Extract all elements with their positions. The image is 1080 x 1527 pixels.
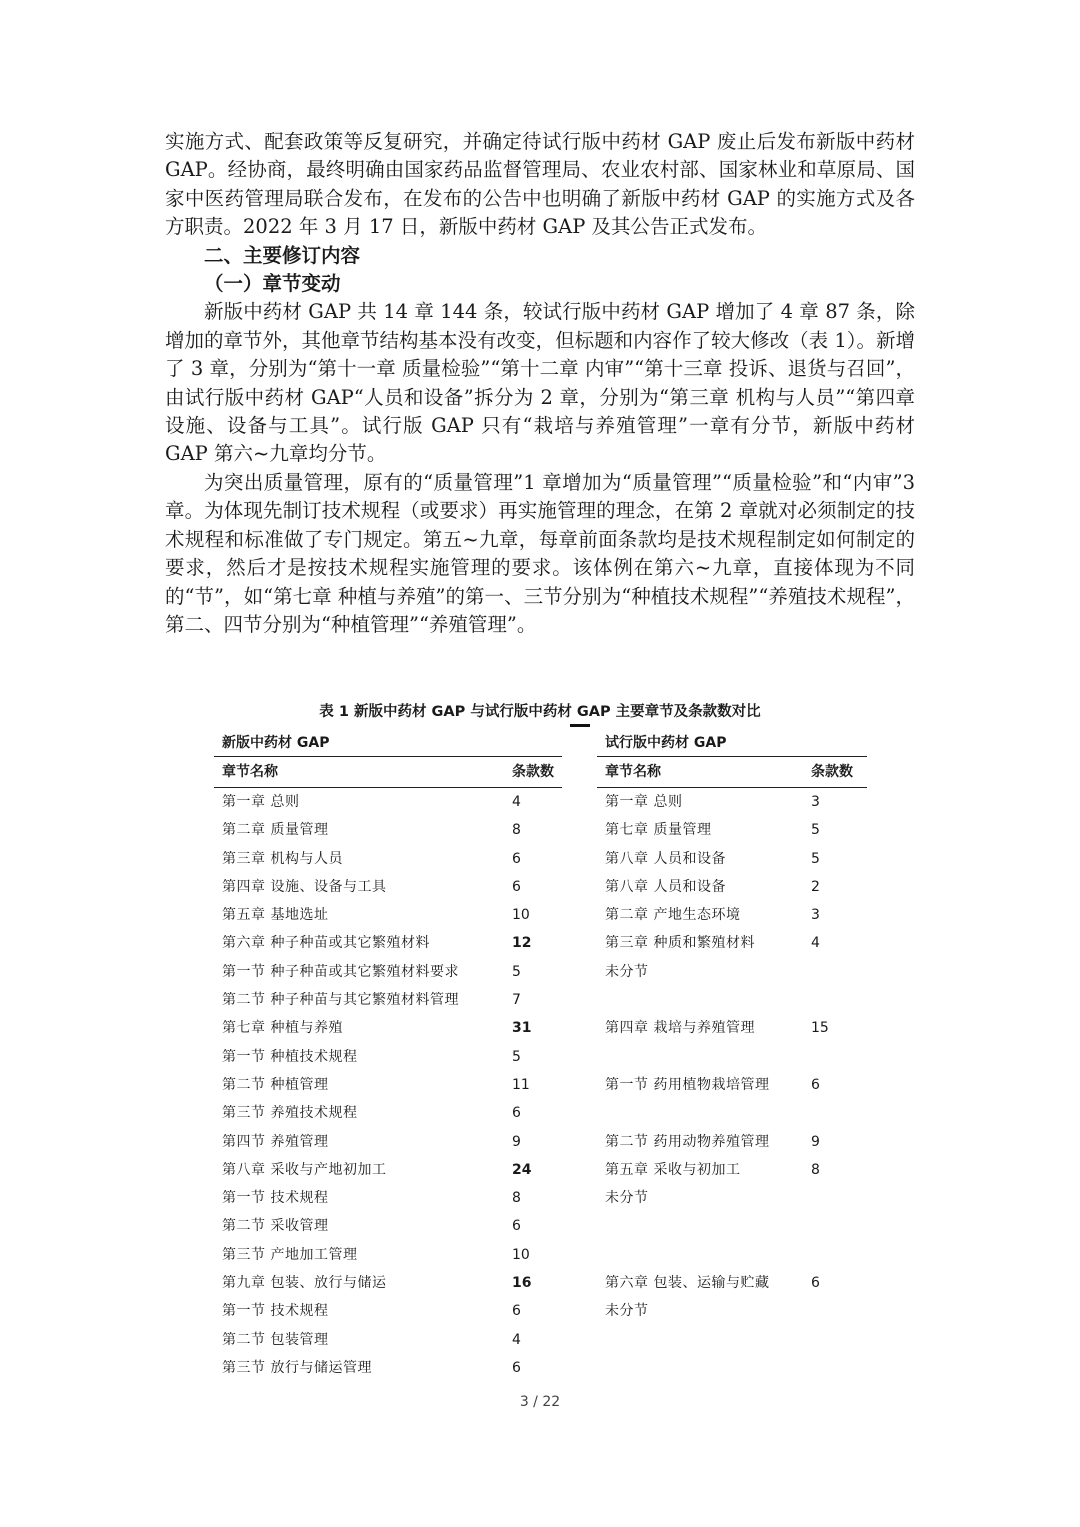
table-row xyxy=(214,1014,562,1042)
clause-count-cell: 6 xyxy=(512,1303,521,1320)
table-row xyxy=(214,816,562,844)
trial-gap-table-header xyxy=(597,757,867,788)
clause-count-cell: 3 xyxy=(811,907,820,924)
chapter-name-cell xyxy=(597,1212,811,1240)
clause-count-cell: 4 xyxy=(811,935,820,952)
body-text xyxy=(165,128,915,639)
chapter-name-cell: 第二节 包装管理 xyxy=(222,1331,329,1348)
clause-count-cell: 2 xyxy=(811,878,820,895)
table-row xyxy=(214,1212,562,1240)
table-row xyxy=(214,873,562,901)
table-row xyxy=(597,1014,867,1042)
chapter-name-cell: 未分节 xyxy=(605,963,649,980)
table-row xyxy=(597,986,867,1014)
clause-count-cell: 10 xyxy=(512,907,530,924)
chapter-name-cell: 第六章 包装、运输与贮藏 xyxy=(605,1275,770,1292)
clause-count-cell xyxy=(811,986,866,1014)
table-row xyxy=(597,1241,867,1269)
clause-count-cell: 4 xyxy=(512,1331,521,1348)
clause-count-cell: 12 xyxy=(512,935,532,952)
column-header-name: 章节名称 xyxy=(222,764,278,780)
chapter-name-cell: 第九章 包装、放行与储运 xyxy=(222,1275,387,1292)
chapter-name-cell: 第一节 种子种苗或其它繁殖材料要求 xyxy=(222,963,459,980)
table-row xyxy=(214,1128,562,1156)
clause-count-cell: 16 xyxy=(512,1275,532,1292)
table-row xyxy=(214,1297,562,1325)
trial-gap-table xyxy=(597,730,867,1326)
clause-count-cell: 8 xyxy=(512,1190,521,1207)
trial-gap-table-body xyxy=(597,788,867,1326)
table-row xyxy=(597,1269,867,1297)
table-row xyxy=(597,1071,867,1099)
table-row xyxy=(597,929,867,957)
section-heading: 二、主要修订内容 xyxy=(204,243,361,267)
column-header-count: 条款数 xyxy=(512,764,554,780)
table-row xyxy=(214,1184,562,1212)
table-row xyxy=(214,1099,562,1127)
chapter-name-cell: 第六章 种子种苗或其它繁殖材料 xyxy=(222,935,430,952)
new-gap-table-title: 新版中药材 GAP xyxy=(214,730,562,757)
clause-count-cell xyxy=(811,958,866,986)
chapter-name-cell: 第四节 养殖管理 xyxy=(222,1133,329,1150)
chapter-name-cell: 第五章 基地选址 xyxy=(222,907,329,924)
chapter-name-cell: 第三节 养殖技术规程 xyxy=(222,1105,358,1122)
chapter-name-cell: 第三章 机构与人员 xyxy=(222,850,343,867)
table-row xyxy=(597,1128,867,1156)
clause-count-cell: 5 xyxy=(512,1048,521,1065)
table-row xyxy=(214,901,562,929)
clause-count-cell: 8 xyxy=(512,822,521,839)
clause-count-cell xyxy=(811,1043,866,1071)
chapter-name-cell: 第三章 种质和繁殖材料 xyxy=(605,935,755,952)
clause-count-cell: 5 xyxy=(811,822,820,839)
table-row xyxy=(597,1184,867,1212)
clause-count-cell: 6 xyxy=(811,1275,820,1292)
table-caption: 表 1 新版中药材 GAP 与试行版中药材 GAP 主要章节及条款数对比 xyxy=(319,704,761,720)
chapter-name-cell: 第七章 质量管理 xyxy=(605,822,712,839)
chapter-name-cell: 第五章 采收与初加工 xyxy=(605,1161,741,1178)
chapter-name-cell: 第二节 采收管理 xyxy=(222,1218,329,1235)
clause-count-cell xyxy=(811,1184,866,1212)
clause-count-cell: 6 xyxy=(811,1076,820,1093)
table-row xyxy=(597,873,867,901)
clause-count-cell: 8 xyxy=(811,1161,820,1178)
chapter-name-cell: 第一节 种植技术规程 xyxy=(222,1048,358,1065)
trial-gap-table-title: 试行版中药材 GAP xyxy=(597,730,867,757)
chapter-name-cell: 第二节 种子种苗与其它繁殖材料管理 xyxy=(222,992,459,1009)
table-row xyxy=(597,901,867,929)
clause-count-cell: 6 xyxy=(512,1359,521,1376)
chapter-name-cell: 第七章 种植与养殖 xyxy=(222,1020,343,1037)
clause-count-cell xyxy=(811,1212,866,1240)
clause-count-cell: 11 xyxy=(512,1076,530,1093)
clause-count-cell xyxy=(811,1297,866,1325)
chapter-name-cell: 第二节 种植管理 xyxy=(222,1076,329,1093)
chapter-name-cell: 第一节 技术规程 xyxy=(222,1190,329,1207)
caption-underline-mark xyxy=(570,724,590,727)
clause-count-cell xyxy=(811,1241,866,1269)
chapter-name-cell: 第一章 总则 xyxy=(605,794,683,810)
table-row xyxy=(597,958,867,986)
table-row xyxy=(214,788,562,816)
clause-count-cell: 5 xyxy=(811,850,820,867)
clause-count-cell: 9 xyxy=(811,1133,820,1150)
clause-count-cell: 31 xyxy=(512,1020,532,1037)
table-row xyxy=(214,1326,562,1354)
paragraph-2: 新版中药材 GAP 共 14 章 144 条，较试行版中药材 GAP 增加了 4 章 87 条，除增加的章节外，其他章节结构基本没有改变，但标题和内容作了较大修改（表 1）。新增了 3 章，分别为“第十一章 质量检验”“第十二章 内审”“第十三章 投诉、退货与召回”，由试行版中药材 GAP“人员和设备”拆分为 2 章，分别为“第三章 机构与人员”“第四章 设施、设备与工具”。试行版 GAP 只有“栽培与养殖管理”一章有分节，新版中药材 GAP 第六~九章均分节。 xyxy=(165,300,915,466)
paragraph-1: 实施方式、配套政策等反复研究，并确定待试行版中药材 GAP 废止后发布新版中药材 GAP。经协商，最终明确由国家药品监督管理局、农业农村部、国家林业和草原局、国家中医药管理局联合发布，在发布的公告中也明确了新版中药材 GAP 的实施方式及各方职责。2022 年 3 月 17 日，新版中药材 GAP 及其公告正式发布。 xyxy=(165,130,915,239)
new-gap-table xyxy=(214,730,562,1382)
table-row xyxy=(214,1043,562,1071)
column-header-count: 条款数 xyxy=(811,764,853,780)
table-row xyxy=(214,1156,562,1184)
paragraph-3: 为突出质量管理，原有的“质量管理”1 章增加为“质量管理”“质量检验”和“内审”3 章。为体现先制订技术规程（或要求）再实施管理的理念，在第 2 章就对必须制定的技术规程和标准做了专门规定。第五~九章，每章前面条款均是技术规程制定如何制定的要求，然后才是按技术规程实施管理的要求。该体例在第六~九章，直接体现为不同的“节”，如“第七章 种植与养殖”的第一、三节分别为“种植技术规程”“养殖技术规程”，第二、四节分别为“种植管理”“养殖管理”。 xyxy=(165,470,915,636)
clause-count-cell: 15 xyxy=(811,1020,829,1037)
chapter-name-cell: 第四章 栽培与养殖管理 xyxy=(605,1020,755,1037)
column-header-name: 章节名称 xyxy=(605,764,661,780)
new-gap-table-header xyxy=(214,757,562,788)
chapter-name-cell: 第一节 药用植物栽培管理 xyxy=(605,1076,770,1093)
chapter-name-cell: 第四章 设施、设备与工具 xyxy=(222,878,387,895)
chapter-name-cell: 第八章 人员和设备 xyxy=(605,850,726,867)
table-row xyxy=(597,845,867,873)
chapter-name-cell: 第八章 人员和设备 xyxy=(605,878,726,895)
clause-count-cell: 6 xyxy=(512,1218,521,1235)
table-row xyxy=(597,1099,867,1127)
chapter-name-cell: 第三节 放行与储运管理 xyxy=(222,1359,372,1376)
table-row xyxy=(597,1156,867,1184)
table-row xyxy=(214,845,562,873)
clause-count-cell: 10 xyxy=(512,1246,530,1263)
new-gap-table-body xyxy=(214,788,562,1382)
clause-count-cell: 3 xyxy=(811,794,820,810)
chapter-name-cell xyxy=(597,986,811,1014)
clause-count-cell: 6 xyxy=(512,1105,521,1122)
page-number: 3 / 22 xyxy=(519,1394,561,1410)
clause-count-cell: 6 xyxy=(512,878,521,895)
subsection-heading: （一）章节变动 xyxy=(204,272,341,296)
clause-count-cell: 5 xyxy=(512,963,521,980)
chapter-name-cell xyxy=(597,1241,811,1269)
table-row xyxy=(214,1269,562,1297)
clause-count-cell: 7 xyxy=(512,992,521,1009)
clause-count-cell: 24 xyxy=(512,1161,532,1178)
clause-count-cell: 9 xyxy=(512,1133,521,1150)
table-row xyxy=(214,929,562,957)
chapter-name-cell: 第二节 药用动物养殖管理 xyxy=(605,1133,770,1150)
table-row xyxy=(597,788,867,816)
chapter-name-cell xyxy=(597,1043,811,1071)
chapter-name-cell: 第三节 产地加工管理 xyxy=(222,1246,358,1263)
table-row xyxy=(214,1071,562,1099)
table-row xyxy=(214,1354,562,1382)
table-row xyxy=(597,816,867,844)
clause-count-cell: 6 xyxy=(512,850,521,867)
chapter-name-cell: 第二章 产地生态环境 xyxy=(605,907,741,924)
table-row xyxy=(214,986,562,1014)
chapter-name-cell: 第八章 采收与产地初加工 xyxy=(222,1161,387,1178)
table-row xyxy=(214,1241,562,1269)
chapter-name-cell: 第一章 总则 xyxy=(222,794,300,810)
chapter-name-cell: 第二章 质量管理 xyxy=(222,822,329,839)
table-row xyxy=(597,1297,867,1325)
chapter-name-cell xyxy=(597,1099,811,1127)
chapter-name-cell: 第一节 技术规程 xyxy=(222,1303,329,1320)
table-row xyxy=(214,958,562,986)
chapter-name-cell: 未分节 xyxy=(605,1190,649,1207)
table-row xyxy=(597,1043,867,1071)
clause-count-cell xyxy=(811,1099,866,1127)
clause-count-cell: 4 xyxy=(512,794,521,810)
table-row xyxy=(597,1212,867,1240)
chapter-name-cell: 未分节 xyxy=(605,1303,649,1320)
